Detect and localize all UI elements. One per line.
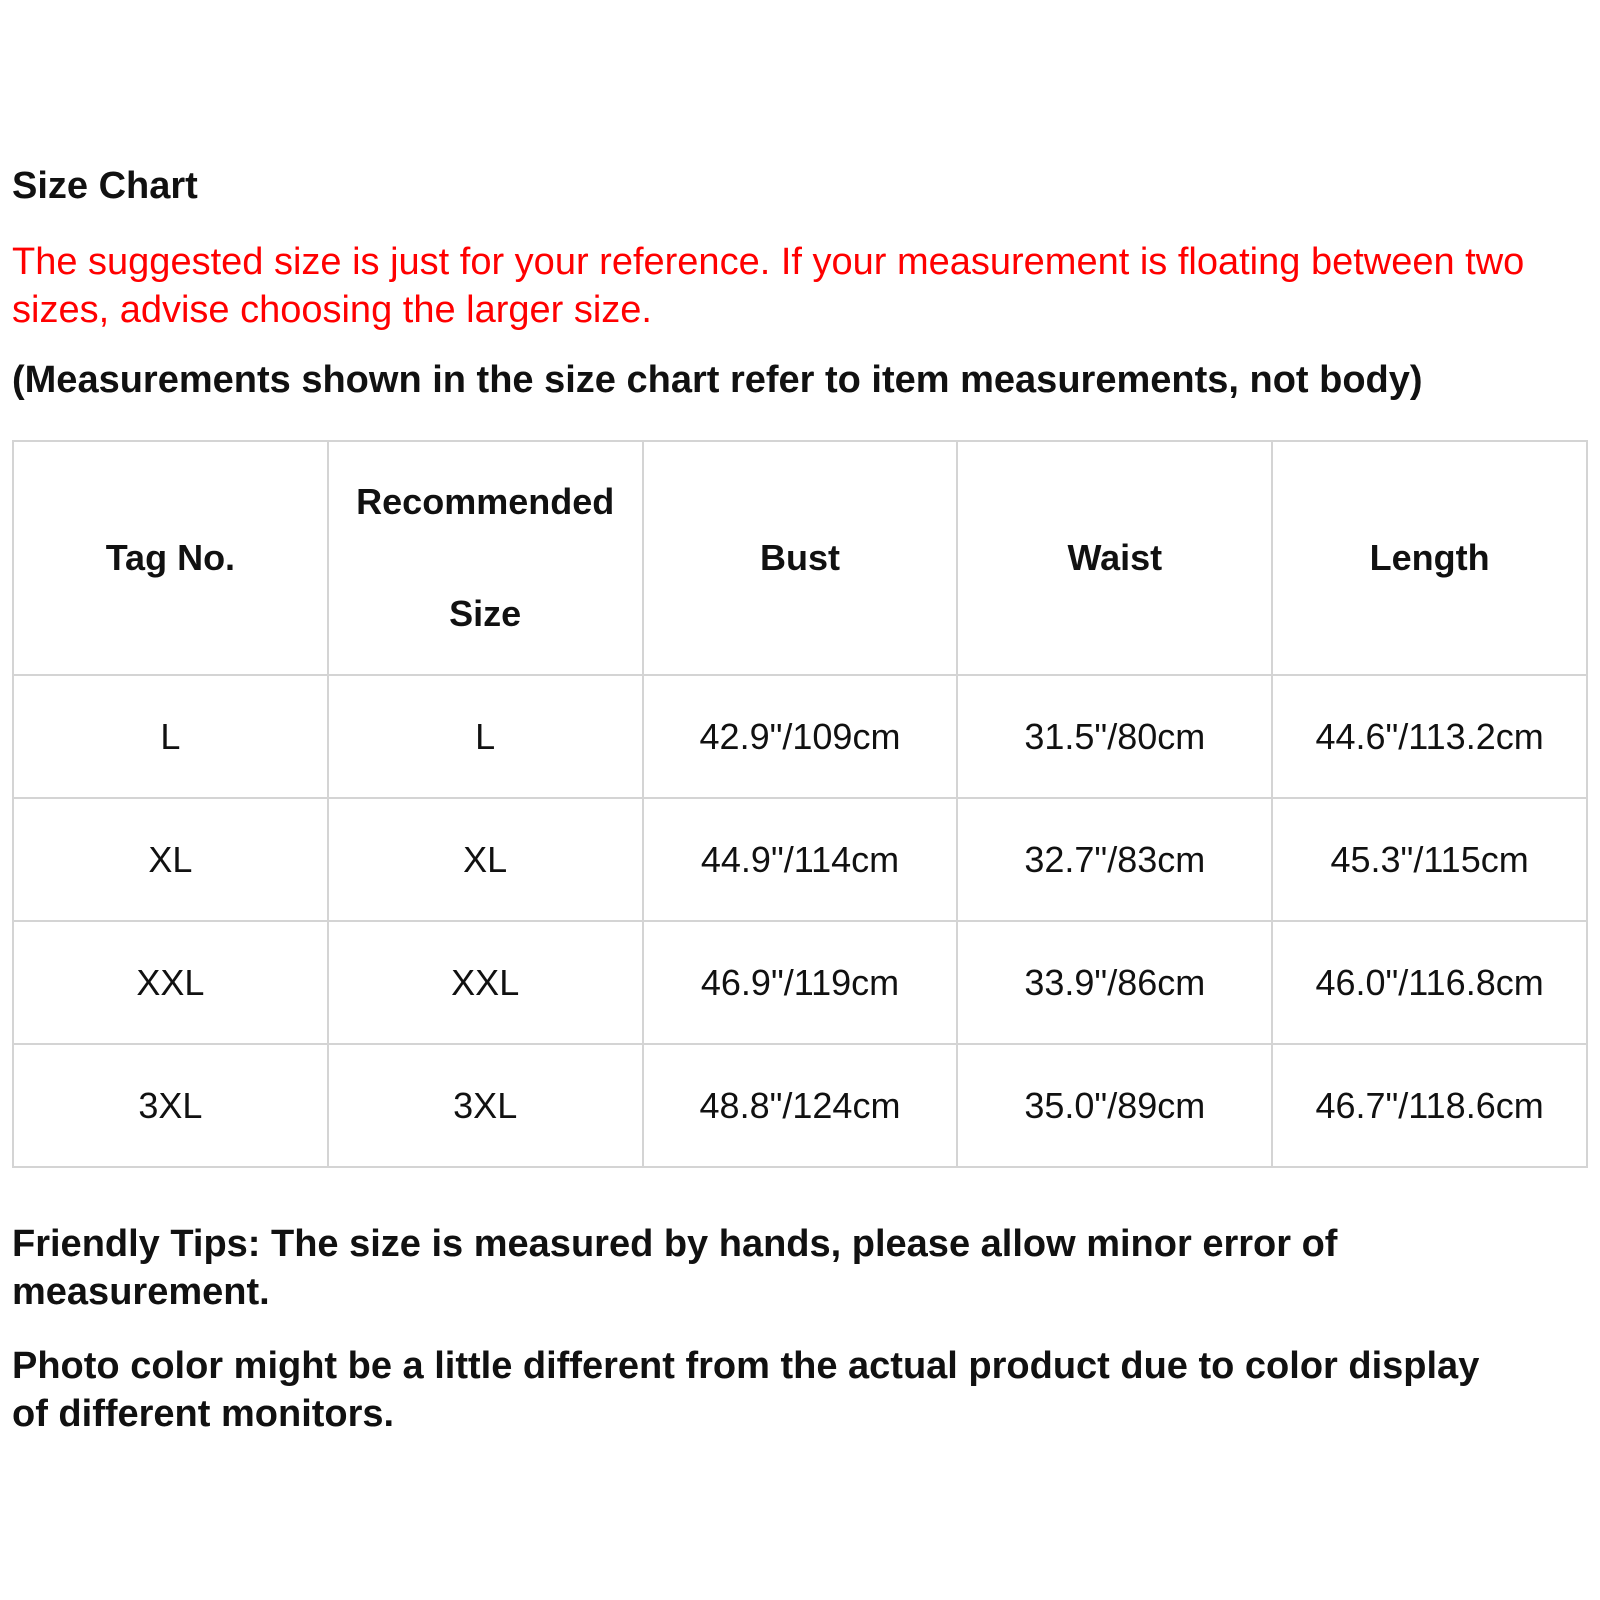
cell-bust: 42.9"/109cm [643, 675, 958, 798]
cell-size: XL [328, 798, 643, 921]
cell-waist: 31.5"/80cm [957, 675, 1272, 798]
size-table [12, 440, 1588, 1168]
cell-length: 44.6"/113.2cm [1272, 675, 1587, 798]
photo-color-note: Photo color might be a little different from the actual product due to color display of different monitors. [12, 1345, 1480, 1435]
cell-bust: 48.8"/124cm [643, 1044, 958, 1167]
cell-length: 46.7"/118.6cm [1272, 1044, 1587, 1167]
cell-bust: 44.9"/114cm [643, 798, 958, 921]
table-header-row [13, 441, 1587, 675]
header-tag-no: Tag No. [13, 441, 328, 675]
header-bust: Bust [643, 441, 958, 675]
cell-tag: 3XL [13, 1044, 328, 1167]
cell-waist: 32.7"/83cm [957, 798, 1272, 921]
cell-bust: 46.9"/119cm [643, 921, 958, 1044]
size-notice: The suggested size is just for your reference. If your measurement is floating between two sizes, advise choosing the larger size. [12, 241, 1525, 331]
cell-size: 3XL [328, 1044, 643, 1167]
page-title: Size Chart [12, 165, 198, 207]
cell-tag: L [13, 675, 328, 798]
cell-waist: 33.9"/86cm [957, 921, 1272, 1044]
header-recommended-line2: Size [449, 593, 522, 634]
header-recommended-size [328, 441, 643, 675]
friendly-tips: Friendly Tips: The size is measured by hands, please allow minor error of measurement. [12, 1223, 1338, 1313]
cell-size: XXL [328, 921, 643, 1044]
header-waist: Waist [957, 441, 1272, 675]
table-row [13, 798, 1587, 921]
cell-length: 46.0"/116.8cm [1272, 921, 1587, 1044]
measurement-note: (Measurements shown in the size chart refer to item measurements, not body) [12, 359, 1423, 401]
table-row [13, 1044, 1587, 1167]
cell-size: L [328, 675, 643, 798]
cell-tag: XXL [13, 921, 328, 1044]
table-row [13, 921, 1587, 1044]
cell-tag: XL [13, 798, 328, 921]
header-length: Length [1272, 441, 1587, 675]
cell-waist: 35.0"/89cm [957, 1044, 1272, 1167]
cell-length: 45.3"/115cm [1272, 798, 1587, 921]
table-row [13, 675, 1587, 798]
header-recommended-line1: Recommended [356, 481, 615, 522]
